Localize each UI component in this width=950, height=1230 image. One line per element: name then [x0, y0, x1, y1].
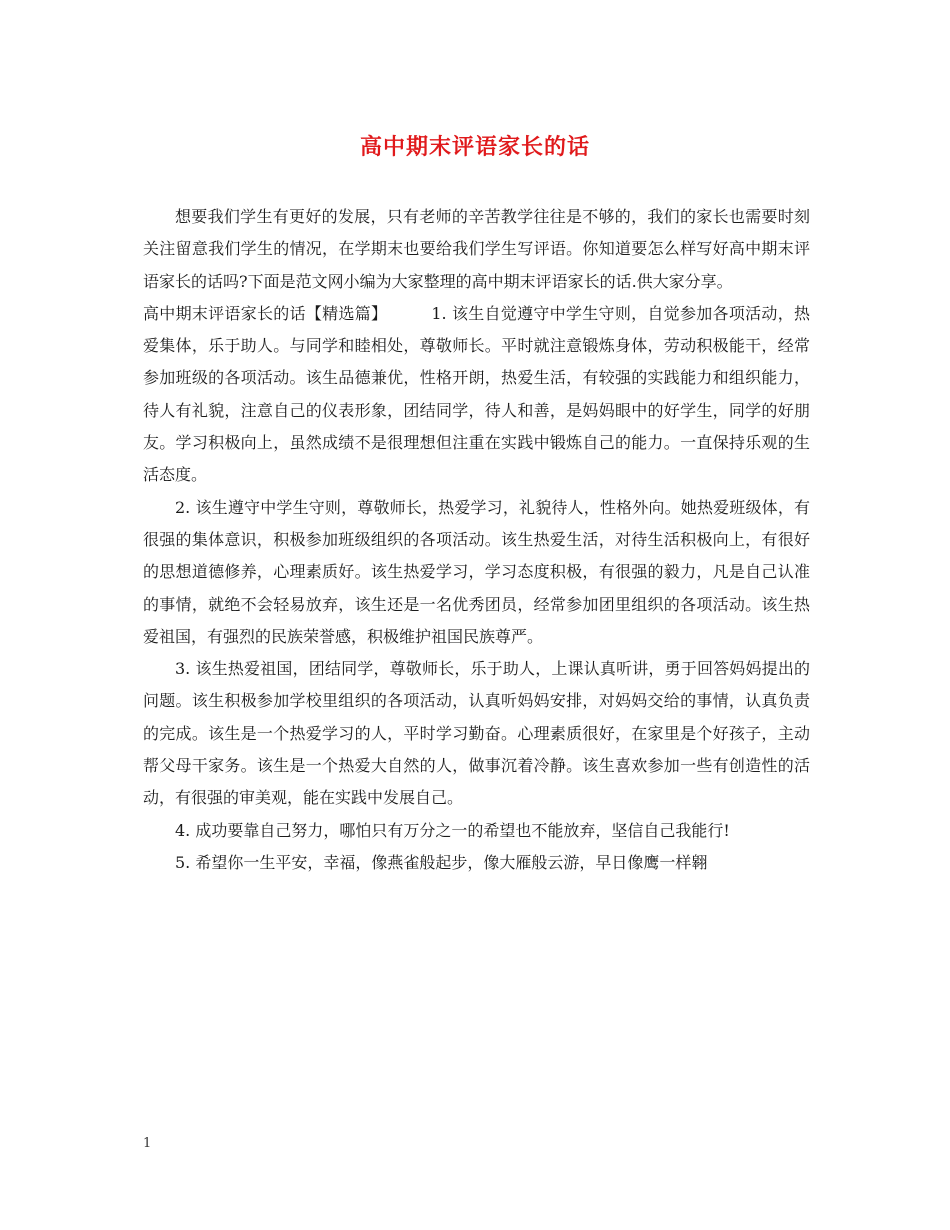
page-title: 高中期末评语家长的话: [359, 134, 590, 160]
document-body: [143, 201, 810, 879]
item-5: 5. 希望你一生平安，幸福，像燕雀般起步，像大雁般云游，早日像鹰一样翱: [175, 852, 708, 872]
section-paragraph: [143, 298, 810, 492]
item-3: 3. 该生热爱祖国，团结同学，尊敬师长，乐于助人，上课认真听讲，勇于回答妈妈提出的问题。该生积极参加学校里组织的各项活动，认真听妈妈安排，对妈妈交给的事情，认真负责的完成。该生是一个热爱学习的人，平时学习勤奋。心理素质很好，在家里是个好孩子，主动帮父母干家务。该生是一个热爱大自然的人，做事沉着冷静。该生喜欢参加一些有创造性的活动，有很强的审美观，能在实践中发展自己。: [143, 659, 810, 808]
item-1: 1. 该生自觉遵守中学生守则，自觉参加各项活动，热爱集体，乐于助人。与同学和睦相处，尊敬师长。平时就注意锻炼身体，劳动积极能干，经常参加班级的各项活动。该生品德兼优，性格开朗，热爱生活，有较强的实践能力和组织能力，待人有礼貌，注意自己的仪表形象，团结同学，待人和善，是妈妈眼中的好学生，同学的好朋友。学习积极向上，虽然成绩不是很理想但注重在实践中锻炼自己的能力。一直保持乐观的生活态度。: [143, 303, 810, 485]
section-heading: 高中期末评语家长的话【精选篇】: [143, 303, 388, 323]
page-number: 1: [143, 1136, 152, 1151]
item-2: 2. 该生遵守中学生守则，尊敬师长，热爱学习，礼貌待人，性格外向。她热爱班级体，有很强的集体意识，积极参加班级组织的各项活动。该生热爱生活，对待生活积极向上，有很好的思想道德修养，心理素质好。该生热爱学习，学习态度积极，有很强的毅力，凡是自己认准的事情，就绝不会轻易放弃，该生还是一名优秀团员，经常参加团里组织的各项活动。该生热爱祖国，有强烈的民族荣誉感，积极维护祖国民族尊严。: [143, 497, 810, 646]
intro-paragraph: 想要我们学生有更好的发展，只有老师的辛苦教学往往是不够的，我们的家长也需要时刻关注留意我们学生的情况，在学期末也要给我们学生写评语。你知道要怎么样写好高中期末评语家长的话吗?下面是范文网小编为大家整理的高中期末评语家长的话.供大家分享。: [143, 207, 810, 291]
item-4: 4. 成功要靠自己努力，哪怕只有万分之一的希望也不能放弃，坚信自己我能行!: [175, 820, 730, 840]
